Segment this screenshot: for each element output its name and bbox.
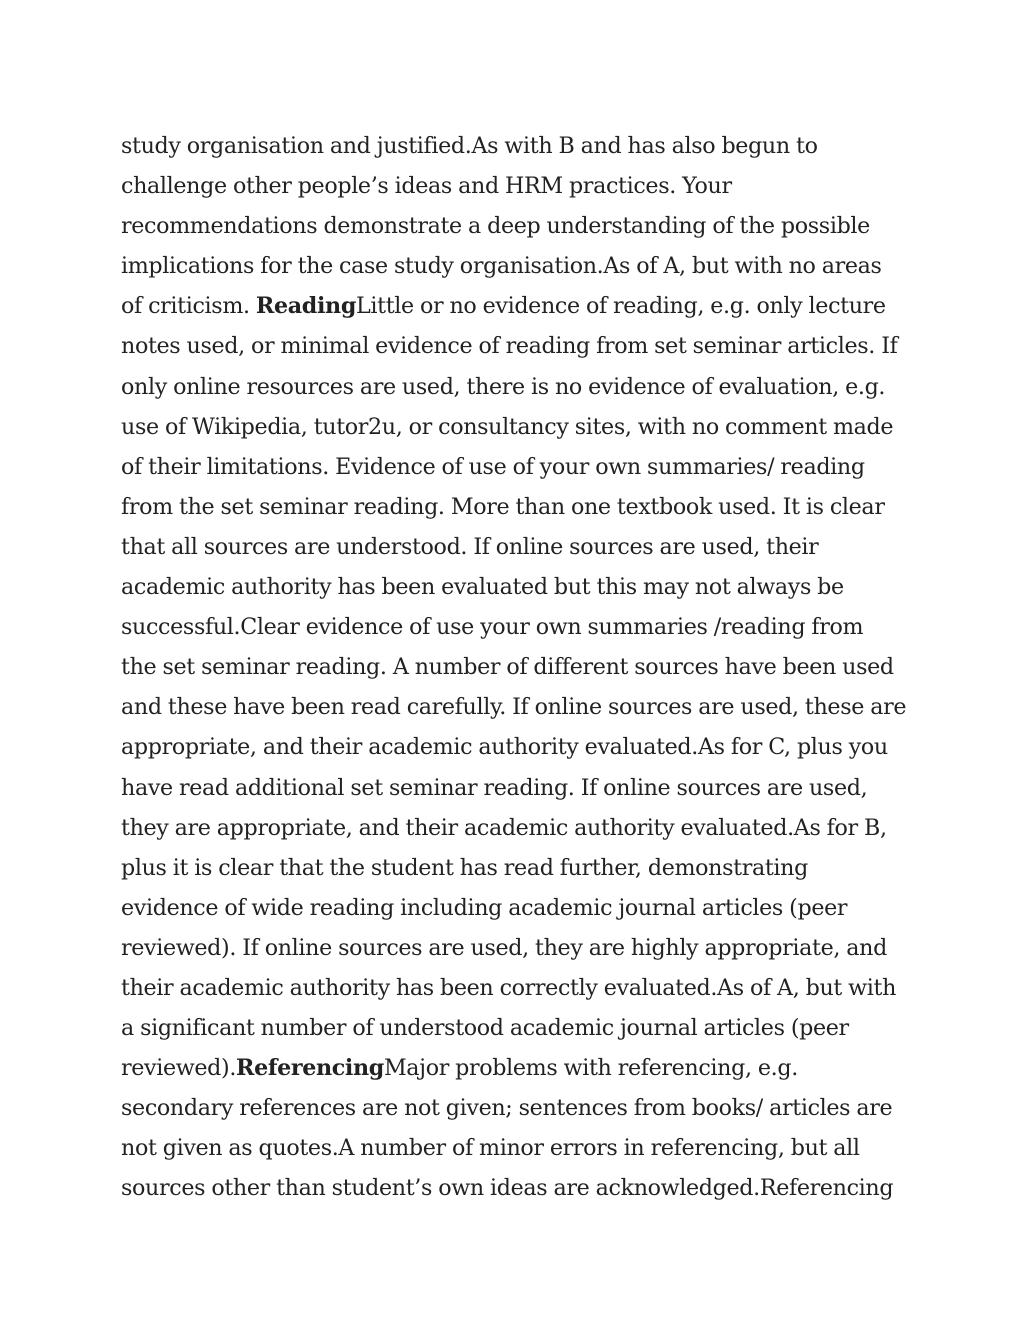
text-line: that all sources are understood. If online sources are used, their xyxy=(121,533,819,560)
reading-heading: Reading xyxy=(255,293,356,320)
text-line: their academic authority has been correctly evaluated.As of A, but with xyxy=(121,974,897,1001)
text-line: implications for the case study organisation.As of A, but with no areas xyxy=(121,253,882,280)
text-line: reviewed). If online sources are used, they are highly appropriate, and xyxy=(121,934,887,961)
text-line: secondary references are not given; sentences from books/ articles are xyxy=(121,1095,893,1122)
text-line: from the set seminar reading. More than one textbook used. It is clear xyxy=(121,493,885,520)
text-line: successful.Clear evidence of use your own summaries /reading from xyxy=(121,614,864,641)
text-segment: Little or no evidence of reading, e.g. only lecture xyxy=(356,293,886,320)
text-line: the set seminar reading. A number of different sources have been used xyxy=(121,654,894,681)
text-line: academic authority has been evaluated but this may not always be xyxy=(121,574,844,601)
text-line: recommendations demonstrate a deep understanding of the possible xyxy=(121,213,870,240)
text-line: sources other than student’s own ideas are acknowledged.Referencing xyxy=(121,1175,894,1202)
text-segment: reviewed). xyxy=(121,1055,237,1082)
text-line: study organisation and justified.As with B and has also begun to xyxy=(121,133,818,159)
text-line: plus it is clear that the student has read further, demonstrating xyxy=(121,854,808,881)
text-line: they are appropriate, and their academic authority evaluated.As for B, xyxy=(121,814,887,841)
text-line xyxy=(121,1048,921,1088)
text-line: evidence of wide reading including academic journal articles (peer xyxy=(121,894,848,921)
text-line: and these have been read carefully. If online sources are used, these are xyxy=(121,694,907,721)
text-line: challenge other people’s ideas and HRM practices. Your xyxy=(121,173,732,200)
text-line: use of Wikipedia, tutor2u, or consultancy sites, with no comment made xyxy=(121,413,894,440)
text-line: not given as quotes.A number of minor errors in referencing, but all xyxy=(121,1135,860,1162)
text-segment: Major problems with referencing, e.g. xyxy=(383,1055,798,1082)
text-line xyxy=(121,286,921,326)
text-line: have read additional set seminar reading. If online sources are used, xyxy=(121,774,868,801)
text-segment: of criticism. xyxy=(121,293,256,320)
text-line: a significant number of understood academic journal articles (peer xyxy=(121,1015,849,1042)
body-text xyxy=(121,126,921,1209)
text-line: notes used, or minimal evidence of reading from set seminar articles. If xyxy=(121,333,898,360)
text-line: of their limitations. Evidence of use of your own summaries/ reading xyxy=(121,453,865,480)
text-line: only online resources are used, there is no evidence of evaluation, e.g. xyxy=(121,373,886,400)
text-line: appropriate, and their academic authority evaluated.As for C, plus you xyxy=(121,734,888,761)
referencing-heading: Referencing xyxy=(236,1055,384,1082)
